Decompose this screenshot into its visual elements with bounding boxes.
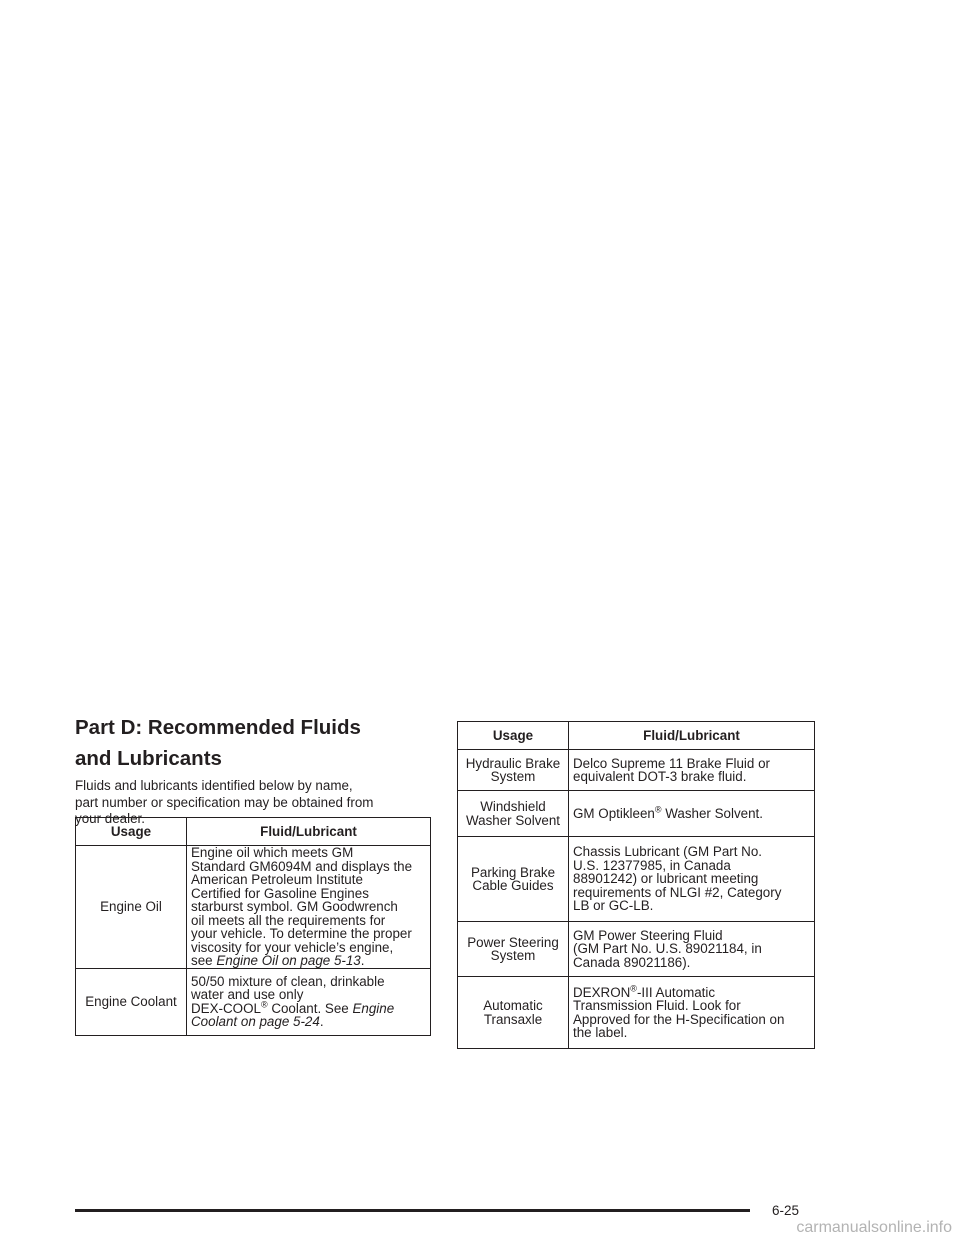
fluid-line: GM Power Steering Fluid	[573, 927, 723, 943]
usage-text: Engine Oil	[100, 899, 162, 914]
usage-text: Automatic	[483, 998, 543, 1013]
fluid-line: your vehicle. To determine the proper	[191, 926, 412, 941]
fluid-line: 50/50 mixture of clean, drinkable	[191, 973, 385, 989]
footer-rule	[75, 1209, 750, 1212]
fluid-line	[191, 1015, 428, 1029]
usage-text: Power Steering	[467, 934, 559, 950]
usage-cell	[458, 837, 569, 922]
usage-cell	[76, 846, 187, 969]
registered-mark: ®	[654, 804, 662, 815]
fluid-line: 88901242) or lubricant meeting	[573, 871, 759, 887]
usage-cell	[458, 750, 569, 791]
engine-coolant-reference: Coolant on page 5-24	[191, 1014, 320, 1029]
fluid-line: Certified for Gasoline Engines	[191, 885, 369, 901]
fluid-line: starburst symbol. GM Goodwrench	[191, 899, 398, 914]
usage-cell	[458, 977, 569, 1049]
fluid-line: viscosity for your vehicle’s engine,	[191, 939, 394, 955]
usage-text: Washer Solvent	[465, 812, 561, 828]
usage-cell	[76, 968, 187, 1035]
fluid-line	[191, 954, 428, 968]
fluid-line	[573, 804, 812, 821]
fluid-line: (GM Part No. U.S. 89021184, in	[573, 941, 762, 957]
registered-mark: ®	[260, 999, 268, 1010]
table-row	[458, 837, 815, 922]
usage-cell	[458, 791, 569, 837]
table-row	[76, 846, 431, 969]
engine-oil-reference: Engine Oil on page 5-13	[216, 953, 361, 968]
optikleen-name: GM Optikleen	[573, 805, 655, 821]
fluid-line: Delco Supreme 11 Brake Fluid or	[573, 755, 770, 771]
dexron-name: DEXRON	[573, 984, 631, 1000]
table-row	[76, 968, 431, 1035]
intro-line: part number or specification may be obtained from	[75, 794, 374, 810]
usage-text: Cable Guides	[472, 878, 554, 893]
fluid-line	[573, 983, 812, 1000]
usage-cell	[458, 922, 569, 977]
fluid-cell	[187, 846, 431, 969]
usage-text: Parking Brake	[470, 864, 556, 880]
fluid-column-header: Fluid/Lubricant	[569, 722, 815, 750]
text-fragment: Washer Solvent.	[661, 805, 763, 821]
fluid-column-header: Fluid/Lubricant	[187, 818, 431, 846]
fluid-line: American Petroleum Institute	[191, 872, 363, 887]
usage-text: System	[490, 948, 536, 963]
fluid-line: U.S. 12377985, in Canada	[573, 857, 731, 873]
fluid-cell	[569, 922, 815, 977]
fluid-line	[191, 999, 428, 1016]
usage-text: Engine Coolant	[85, 993, 177, 1009]
text-fragment: .	[360, 953, 365, 968]
fluid-line: Transmission Fluid. Look for	[573, 998, 741, 1013]
text-fragment: -III Automatic	[636, 984, 716, 1000]
section-title-line: Part D: Recommended Fluids	[75, 716, 361, 739]
fluid-cell	[569, 750, 815, 791]
text-fragment: see	[191, 953, 217, 968]
fluid-line: Chassis Lubricant (GM Part No.	[573, 844, 763, 860]
fluids-table-chassis	[457, 721, 815, 1049]
fluid-line: oil meets all the requirements for	[191, 912, 386, 928]
intro-line: Fluids and lubricants identified below by name,	[75, 778, 353, 793]
page-number: 6-25	[772, 1203, 800, 1218]
fluid-cell	[569, 837, 815, 922]
table-row	[458, 922, 815, 977]
usage-text: Transaxle	[483, 1011, 543, 1027]
fluids-table-engine	[75, 817, 431, 1036]
fluid-line: requirements of NLGI #2, Category	[573, 884, 782, 900]
usage-text: System	[490, 769, 536, 784]
fluid-line: LB or GC-LB.	[573, 898, 654, 914]
table-row	[458, 750, 815, 791]
text-fragment: Coolant. See	[267, 1000, 353, 1016]
text-fragment: .	[319, 1014, 324, 1029]
usage-text: Hydraulic Brake	[465, 755, 561, 771]
registered-mark: ®	[630, 983, 637, 994]
fluid-line: Approved for the H-Specification on	[573, 1011, 785, 1027]
fluid-line: Canada 89021186).	[573, 954, 691, 970]
usage-column-header: Usage	[458, 722, 569, 750]
intro-line: your dealer.	[75, 811, 145, 826]
usage-text: Windshield	[480, 799, 546, 814]
section-title	[75, 712, 415, 774]
section-title-line: and Lubricants	[75, 747, 222, 770]
fluid-cell	[187, 968, 431, 1035]
engine-coolant-reference: Engine	[352, 1000, 395, 1016]
table-row	[458, 791, 815, 837]
fluid-line: the label.	[573, 1025, 628, 1040]
table-header-row	[76, 818, 431, 846]
fluid-line: water and use only	[191, 987, 304, 1002]
fluid-cell	[569, 791, 815, 837]
dexcool-name: DEX-COOL	[191, 1000, 261, 1016]
table-header-row	[458, 722, 815, 750]
table-row	[458, 977, 815, 1049]
fluid-cell	[569, 977, 815, 1049]
fluid-line: Standard GM6094M and displays the	[191, 858, 413, 874]
fluid-line: Engine oil which meets GM	[191, 845, 354, 860]
fluid-line: equivalent DOT-3 brake fluid.	[573, 769, 747, 784]
usage-column-header: Usage	[76, 818, 187, 846]
watermark: carmanualsonline.info	[796, 1219, 952, 1236]
